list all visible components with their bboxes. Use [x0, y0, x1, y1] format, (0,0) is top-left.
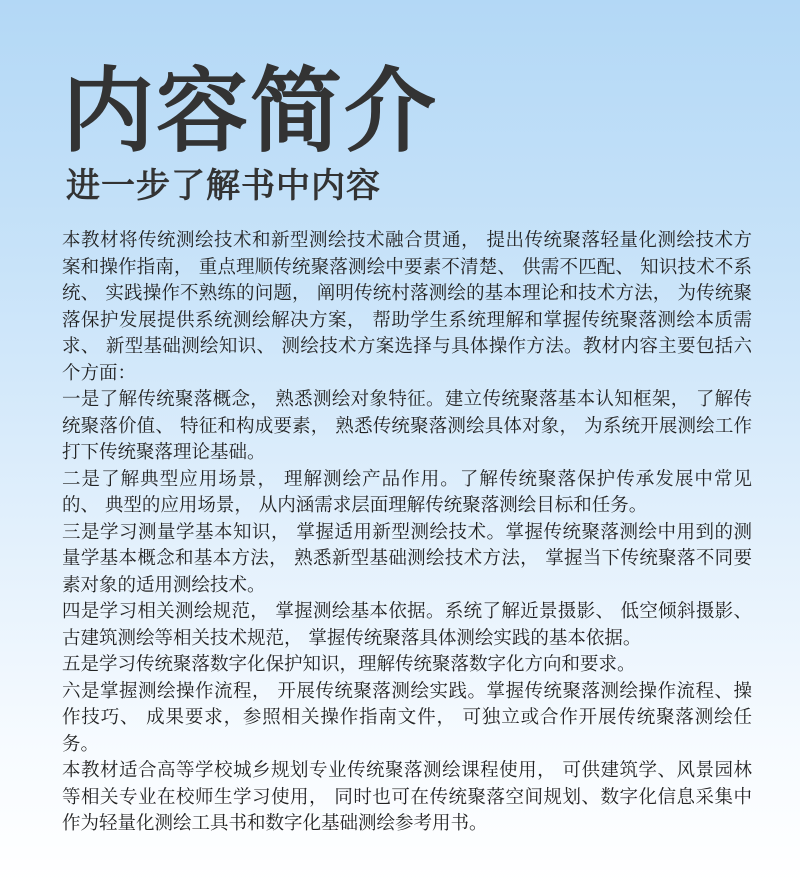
page-title: 内容简介 [62, 58, 439, 165]
audience-paragraph: 本教材适合高等学校城乡规划专业传统聚落测绘课程使用， 可供建筑学、风景园林等相关专业在校师生学习使用， 同时也可在传统聚落空间规划、数字化信息采集中作为轻量化测绘工具书和数字化基础测绘参考用书。 [62, 760, 752, 834]
intro-body [62, 228, 752, 838]
aspect-paragraph-3: 三是学习测量学基本知识， 掌握适用新型测绘技术。掌握传统聚落测绘中用到的测量学基本概念和基本方法， 熟悉新型基础测绘技术方法， 掌握当下传统聚落不同要素对象的适用测绘技术。 [62, 521, 752, 596]
aspect-paragraph-1: 一是了解传统聚落概念， 熟悉测绘对象特征。建立传统聚落基本认知框架， 了解传统聚落价值、 特征和构成要素， 熟悉传统聚落测绘具体对象， 为系统开展测绘工作打下传统聚落理论基础。 [62, 389, 752, 463]
intro-paragraph: 本教材将传统测绘技术和新型测绘技术融合贯通， 提出传统聚落轻量化测绘技术方案和操作指南， 重点理顺传统聚落测绘中要素不清楚、 供需不匹配、 知识技术不系统、 实践操作不熟练的问题， 阐明传统村落测绘的基本理论和技术方法， 为传统聚落保护发展提供系统测绘解决方案， 帮助学生系统理解和掌握传统聚落测绘本质需求、 新型基础测绘知识、 测绘技术方案选择与具体操作方法。教材内容主要包括六个方面： [62, 230, 752, 384]
page-subtitle: 进一步了解书中内容 [66, 166, 381, 206]
aspect-paragraph-6: 六是掌握测绘操作流程， 开展传统聚落测绘实践。掌握传统聚落测绘操作流程、操作技巧、 成果要求，参照相关操作指南文件， 可独立或合作开展传统聚落测绘任务。 [62, 680, 752, 755]
aspect-paragraph-5: 五是学习传统聚落数字化保护知识，理解传统聚落数字化方向和要求。 [62, 654, 636, 675]
aspect-paragraph-4: 四是学习相关测绘规范， 掌握测绘基本依据。系统了解近景摄影、 低空倾斜摄影、 古建筑测绘等相关技术规范， 掌握传统聚落具体测绘实践的基本依据。 [62, 601, 752, 649]
aspect-paragraph-2: 二是了解典型应用场景， 理解测绘产品作用。了解传统聚落保护传承发展中常见的、 典型的应用场景， 从内涵需求层面理解传统聚落测绘目标和任务。 [62, 468, 752, 516]
